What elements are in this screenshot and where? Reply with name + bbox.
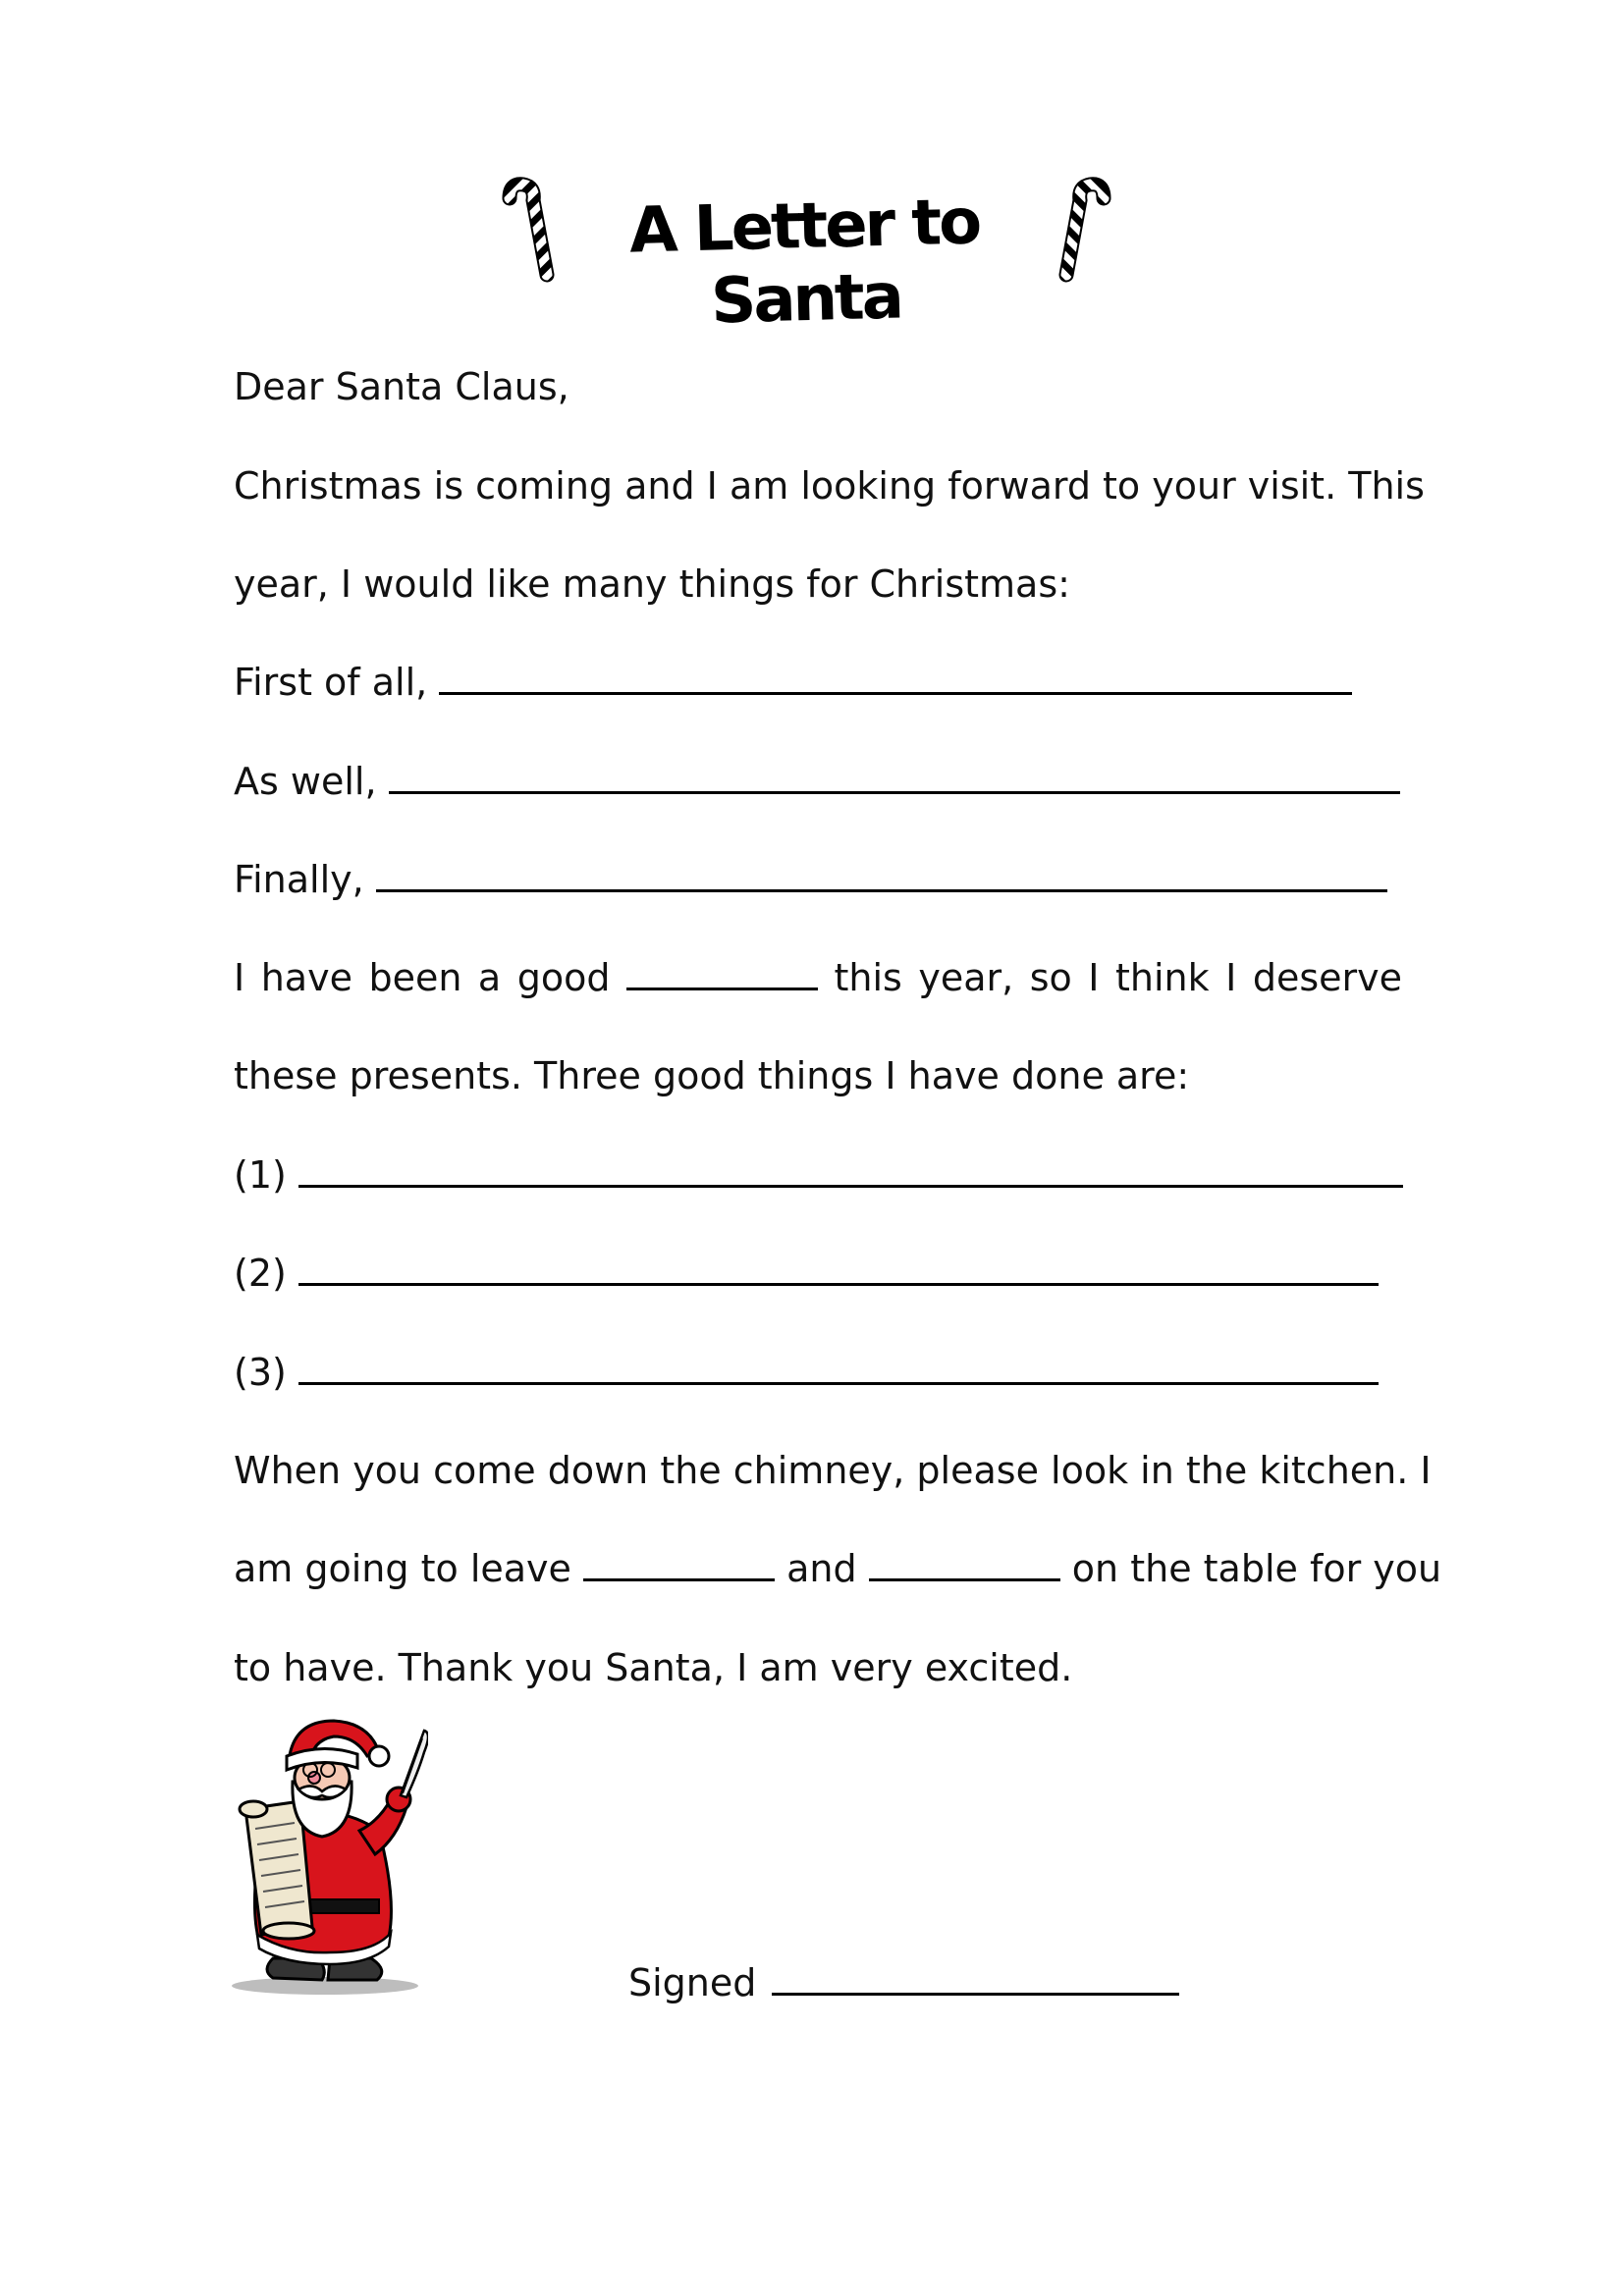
paragraph-line-2: year, I would like many things for Christmas: (234, 562, 1070, 606)
good-thing-label: (3) (234, 1351, 287, 1394)
good-thing-label: (2) (234, 1252, 287, 1295)
wish-blank-3[interactable] (376, 850, 1387, 892)
candy-cane-icon (1049, 177, 1117, 285)
closing-line-1: When you come down the chimney, please look in the kitchen. I (234, 1449, 1432, 1492)
good-thing-blank-3[interactable] (298, 1343, 1379, 1385)
wish-label: As well, (234, 760, 377, 803)
signature-row (628, 1953, 1179, 2012)
santa-illustration (232, 1713, 428, 1998)
good-line (234, 948, 1402, 1007)
candy-cane-icon (496, 177, 565, 285)
good-thing-blank-1[interactable] (298, 1146, 1403, 1188)
signature-blank[interactable] (772, 1953, 1179, 1996)
wish-label: First of all, (234, 661, 428, 704)
wish-row-3 (234, 850, 1402, 909)
good-thing-row-2 (234, 1244, 1402, 1303)
wish-row-2 (234, 752, 1402, 811)
wish-label: Finally, (234, 858, 364, 901)
closing-part-3: on the table for you (1071, 1547, 1442, 1590)
leave-blank-1[interactable] (583, 1545, 775, 1581)
wish-blank-1[interactable] (439, 653, 1352, 695)
paragraph-line-1: Christmas is coming and I am looking forward to your visit. This (234, 464, 1425, 507)
good-blank[interactable] (626, 954, 818, 990)
closing-line-3: to have. Thank you Santa, I am very excited. (234, 1646, 1073, 1689)
good-thing-blank-2[interactable] (298, 1244, 1379, 1286)
good-line-before: I have been a good (234, 956, 611, 999)
good-things-intro: these presents. Three good things I have done are: (234, 1054, 1190, 1097)
closing-part-2: and (786, 1547, 857, 1590)
wish-blank-2[interactable] (389, 752, 1400, 794)
greeting: Dear Santa Claus, (234, 365, 569, 408)
leave-blank-2[interactable] (869, 1545, 1060, 1581)
title-row (0, 177, 1624, 339)
wish-row-1 (234, 653, 1402, 712)
good-thing-label: (1) (234, 1153, 287, 1197)
good-thing-row-3 (234, 1343, 1402, 1402)
good-thing-row-1 (234, 1146, 1402, 1204)
good-line-after: this year, so I think I deserve (834, 956, 1402, 999)
signature-label: Signed (628, 1961, 757, 2004)
page-title: A Letter to Santa (628, 186, 980, 339)
closing-line-2 (234, 1539, 1442, 1598)
closing-part-1: am going to leave (234, 1547, 571, 1590)
